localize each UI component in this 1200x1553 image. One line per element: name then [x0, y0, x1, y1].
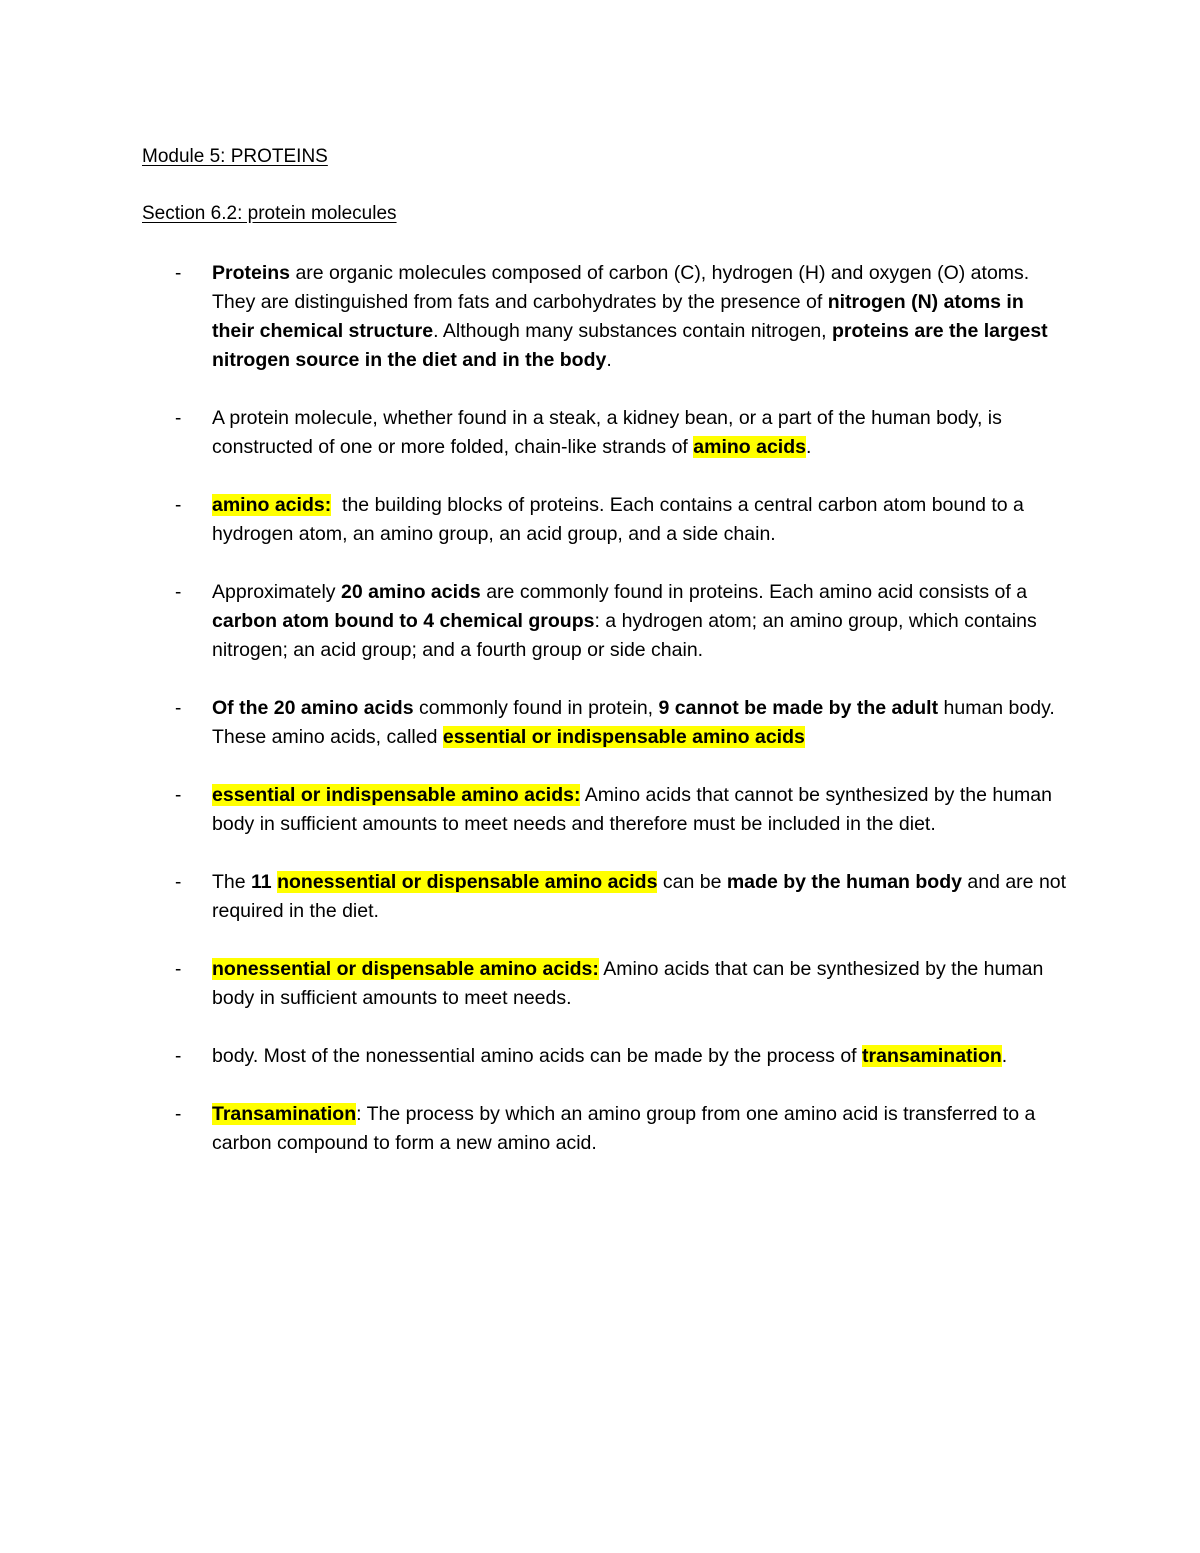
text-span: . [606, 349, 612, 371]
bullet-item [0, 578, 1200, 665]
text-span: Approximately [212, 581, 341, 603]
bold-term: carbon atom bound to 4 chemical groups [212, 610, 595, 632]
bullet-text [212, 694, 1070, 752]
bullet-marker: - [175, 785, 182, 806]
bullet-text [212, 259, 1070, 375]
bullet-item [0, 404, 1200, 462]
text-span: Amino acids that cannot be synthesized by the human body in sufficient amounts to meet needs and therefore must be included in the diet. [212, 784, 1052, 835]
text-span: : The process by which an amino group from one amino acid is transferred to a carbon compound to form a new amino acid. [212, 1103, 1036, 1154]
text-span: are commonly found in proteins. Each amino acid consists of a [480, 581, 1028, 603]
bullet-marker: - [175, 408, 182, 429]
bullet-marker: - [175, 1046, 182, 1067]
text-span: : a hydrogen atom; an amino group, which contains nitrogen; an acid group; and a fourth group or side chain. [212, 610, 1037, 661]
bullet-list [0, 259, 1200, 1187]
bullet-marker: - [175, 1104, 182, 1125]
bold-term: 11 [251, 871, 272, 893]
bullet-marker: - [175, 872, 182, 893]
bold-term: 9 cannot be made by the adult [658, 697, 939, 719]
bullet-text [212, 1042, 1070, 1071]
bullet-text [212, 955, 1070, 1013]
bullet-item [0, 781, 1200, 839]
text-span: and are not required in the diet. [212, 871, 1067, 922]
bullet-marker: - [175, 959, 182, 980]
bullet-item [0, 259, 1200, 375]
text-span: the building blocks of proteins. Each contains a central carbon atom bound to a hydrogen atom, an amino group, an acid group, and a side chain. [212, 494, 1030, 545]
bullet-item [0, 1100, 1200, 1158]
bullet-item [0, 868, 1200, 926]
highlighted-term: amino acids [693, 436, 806, 458]
section-title: Section 6.2: protein molecules [142, 203, 397, 224]
highlighted-term: Transamination [212, 1103, 357, 1125]
bullet-text [212, 868, 1070, 926]
bold-term: made by the human body [726, 871, 962, 893]
bullet-text [212, 491, 1070, 549]
text-span: The [212, 871, 252, 893]
bold-term: Of the 20 amino acids [212, 697, 414, 719]
bullet-marker: - [175, 698, 182, 719]
bullet-text [212, 578, 1070, 665]
highlighted-term: nonessential or dispensable amino acids: [212, 958, 599, 980]
text-span: . [1001, 1045, 1008, 1067]
text-span: . Although many substances contain nitrogen, [433, 320, 833, 342]
text-span: . [805, 436, 812, 458]
text-span: body. Most of the nonessential amino acids can be made by the process of [212, 1045, 863, 1067]
bullet-marker: - [175, 582, 182, 603]
highlighted-term: nonessential or dispensable amino acids [277, 871, 658, 893]
text-span: are organic molecules composed of carbon (C), hydrogen (H) and oxygen (O) atoms. They are distinguished from fats and carbohydrates by the presence of [212, 262, 1030, 313]
text-span: can be [657, 871, 727, 893]
highlighted-term: essential or indispensable amino acids: [212, 784, 581, 806]
bullet-marker: - [175, 263, 182, 284]
bullet-marker: - [175, 495, 182, 516]
bullet-item [0, 1042, 1200, 1071]
bullet-item [0, 694, 1200, 752]
text-span: A protein molecule, whether found in a steak, a kidney bean, or a part of the human body, is constructed of one or more folded, chain-like strands of [212, 407, 1002, 458]
highlighted-term: transamination [862, 1045, 1002, 1067]
bold-term: Proteins [212, 262, 291, 284]
text-span: human body. These amino acids, called [212, 697, 1055, 748]
text-span: commonly found in protein, [413, 697, 659, 719]
bullet-text [212, 781, 1070, 839]
highlighted-term: essential or indispensable amino acids [442, 726, 805, 748]
bullet-item [0, 955, 1200, 1013]
bold-term: 20 amino acids [340, 581, 481, 603]
text-span: Amino acids that can be synthesized by the human body in sufficient amounts to meet needs. [212, 958, 1044, 1009]
bullet-text [212, 1100, 1070, 1158]
module-title: Module 5: PROTEINS [142, 146, 328, 167]
bullet-text [212, 404, 1070, 462]
bold-term: proteins are the largest nitrogen source in the diet and in the body [212, 320, 1048, 371]
highlighted-term: amino acids: [212, 494, 332, 516]
bold-term: nitrogen (N) atoms in their chemical structure [212, 291, 1024, 342]
bullet-item [0, 491, 1200, 549]
